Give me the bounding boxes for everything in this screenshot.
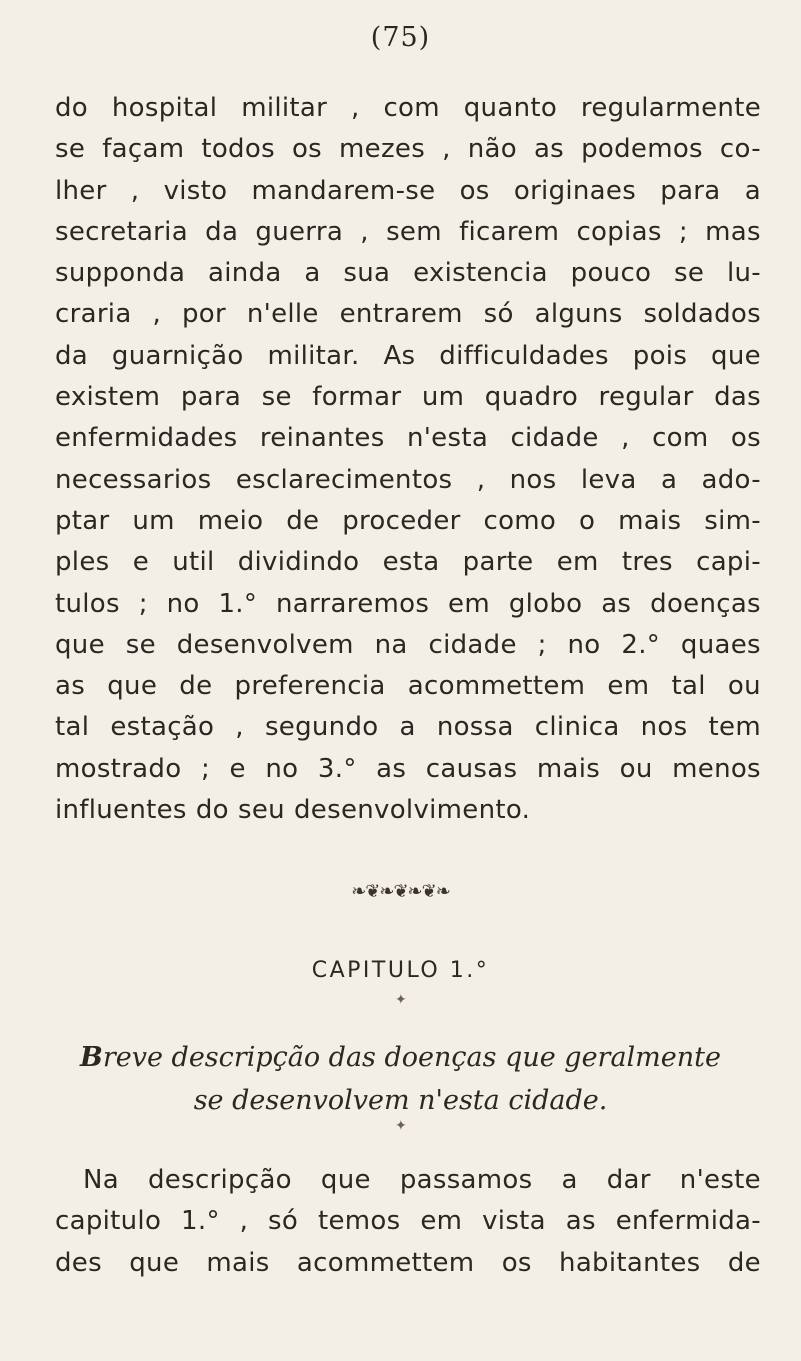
- word: não: [467, 134, 517, 165]
- word: tulos: [55, 588, 120, 619]
- word: ,: [360, 216, 369, 247]
- word: no: [567, 629, 601, 660]
- word: narraremos: [276, 588, 430, 619]
- word: no: [265, 753, 299, 784]
- text-line: [55, 253, 761, 294]
- word: guerra: [255, 216, 344, 247]
- text-line: [55, 336, 761, 377]
- word: só: [268, 1206, 299, 1237]
- word: ,: [152, 299, 162, 330]
- word: cidade: [510, 423, 599, 454]
- word: doenças: [650, 588, 761, 619]
- text-line: [55, 584, 761, 625]
- word: se: [55, 134, 86, 165]
- page-number: (75): [370, 22, 431, 53]
- word: e: [229, 753, 246, 784]
- word: ,: [476, 464, 486, 495]
- word: militar: [241, 93, 328, 123]
- word: formar: [312, 382, 402, 413]
- text-line: [55, 294, 761, 335]
- word: ples: [55, 547, 110, 578]
- word: ,: [442, 134, 451, 165]
- word: necessarios: [55, 464, 212, 495]
- word: util: [172, 547, 215, 578]
- word: n'elle: [246, 299, 319, 330]
- word: por: [181, 299, 226, 330]
- word: tal: [671, 671, 706, 702]
- word: habitantes: [559, 1247, 701, 1278]
- text-line: [55, 790, 761, 831]
- word: pouco: [570, 258, 652, 289]
- word: as: [533, 134, 565, 165]
- word: a: [399, 712, 416, 743]
- chapter-subtitle-initial: B: [80, 1042, 103, 1073]
- word: para: [660, 175, 721, 206]
- word: pois: [632, 340, 688, 371]
- word: esclarecimentos: [235, 464, 453, 495]
- word: meio: [197, 505, 264, 536]
- word: militar.: [267, 340, 360, 371]
- word: um: [421, 382, 465, 413]
- word: preferencia: [234, 671, 386, 702]
- word: como: [483, 505, 557, 536]
- text-line: [55, 88, 761, 129]
- word: do: [195, 795, 229, 826]
- word: mezes: [339, 134, 426, 165]
- word: esta: [382, 547, 440, 578]
- word: um: [132, 505, 175, 536]
- word: clinica: [534, 712, 620, 743]
- word: supponda: [55, 258, 186, 289]
- asterisk-mark-icon: ✦: [395, 992, 407, 1008]
- word: para: [180, 382, 242, 413]
- word: originaes: [513, 175, 637, 206]
- word: que: [107, 671, 158, 702]
- word: podemos: [581, 134, 703, 165]
- word: os: [501, 1247, 532, 1278]
- text-line: [55, 212, 761, 253]
- text-line: [55, 1243, 761, 1284]
- word: a: [561, 1165, 578, 1195]
- text-line: [55, 1201, 761, 1242]
- ornament-divider: ❧❦❧❦❧❦❧: [351, 881, 450, 902]
- word: de: [286, 505, 320, 536]
- word: ,: [621, 423, 630, 454]
- word: ficarem: [459, 216, 560, 247]
- word: em: [556, 547, 599, 578]
- word: lher: [55, 175, 107, 206]
- word: tem: [708, 712, 761, 743]
- word: vista: [482, 1206, 546, 1237]
- word: se: [125, 629, 156, 660]
- word: de: [727, 1247, 761, 1278]
- word: seu: [237, 795, 285, 826]
- word: cidade: [428, 629, 517, 660]
- word: ,: [350, 93, 360, 123]
- word: lu-: [726, 258, 761, 289]
- word: de: [179, 671, 213, 702]
- word: desenvolvimento.: [294, 795, 531, 826]
- chapter-heading: CAPITULO 1.°: [311, 958, 490, 983]
- text-line: [55, 666, 761, 707]
- word: sem: [386, 216, 442, 247]
- word: soldados: [643, 299, 761, 330]
- word: ;: [200, 753, 211, 784]
- word: ;: [678, 216, 688, 247]
- word: com: [652, 423, 709, 454]
- word: regularmente: [580, 93, 761, 123]
- word: todos: [201, 134, 275, 165]
- word: sim-: [704, 505, 761, 536]
- word: ,: [235, 712, 244, 743]
- word: dividindo: [237, 547, 360, 578]
- word: só: [483, 299, 514, 330]
- word: Na: [83, 1165, 119, 1195]
- word: a: [660, 464, 678, 495]
- word: globo: [508, 588, 583, 619]
- word: dar: [606, 1165, 651, 1195]
- word: quanto: [463, 93, 558, 123]
- word: as: [601, 588, 632, 619]
- word: nossa: [436, 712, 514, 743]
- word: 2.°: [621, 629, 661, 660]
- word: que: [711, 340, 761, 371]
- word: capitulo: [55, 1206, 162, 1237]
- word: menos: [672, 753, 761, 784]
- text-line: [55, 460, 761, 501]
- word: hospital: [111, 93, 218, 123]
- word: 1.°: [218, 588, 258, 619]
- word: com: [383, 93, 440, 123]
- word: ainda: [208, 258, 282, 289]
- word: que: [320, 1165, 371, 1195]
- word: tal: [55, 712, 90, 743]
- word: ;: [138, 588, 148, 619]
- word: mais: [536, 753, 601, 784]
- text-line: [55, 501, 761, 542]
- word: que: [55, 629, 105, 660]
- word: enfermidades: [55, 423, 238, 454]
- word: regular: [598, 382, 694, 413]
- word: e: [132, 547, 149, 578]
- word: reinantes: [259, 423, 385, 454]
- word: entrarem: [339, 299, 463, 330]
- word: os: [730, 423, 761, 454]
- word: proceder: [342, 505, 461, 536]
- text-line: [55, 418, 761, 459]
- word: copias: [576, 216, 662, 247]
- word: ou: [619, 753, 653, 784]
- text-line: [55, 129, 761, 170]
- word: ado-: [701, 464, 761, 495]
- word: visto: [163, 175, 228, 206]
- text-line: [55, 1160, 761, 1201]
- word: parte: [462, 547, 534, 578]
- word: das: [714, 382, 761, 413]
- word: do: [55, 93, 89, 123]
- word: alguns: [534, 299, 623, 330]
- paragraph-intro: [55, 88, 761, 831]
- word: que: [129, 1247, 180, 1278]
- word: a: [744, 175, 761, 206]
- word: quadro: [484, 382, 579, 413]
- word: mostrado: [55, 753, 182, 784]
- word: existencia: [413, 258, 548, 289]
- word: se: [261, 382, 292, 413]
- word: as: [55, 671, 86, 702]
- word: n'este: [679, 1165, 761, 1195]
- asterisk-mark-icon-2: ✦: [395, 1118, 407, 1134]
- word: mais: [206, 1247, 270, 1278]
- word: existem: [55, 382, 161, 413]
- word: ,: [130, 175, 140, 206]
- word: difficuldades: [439, 340, 609, 371]
- word: no: [166, 588, 200, 619]
- text-line: [55, 377, 761, 418]
- word: 3.°: [317, 753, 357, 784]
- text-line: [55, 542, 761, 583]
- word: sua: [343, 258, 391, 289]
- text-line: [55, 171, 761, 212]
- word: craria: [55, 299, 132, 330]
- word: a: [304, 258, 321, 289]
- word: estação: [110, 712, 215, 743]
- paragraph-chapter-one: [55, 1160, 761, 1284]
- word: n'esta: [406, 423, 489, 454]
- text-line: [55, 625, 761, 666]
- word: ou: [727, 671, 761, 702]
- word: nos: [509, 464, 557, 495]
- word: acommettem: [296, 1247, 475, 1278]
- word: secretaria: [55, 216, 188, 247]
- word: em: [607, 671, 650, 702]
- word: 1.°: [181, 1206, 220, 1237]
- chapter-subtitle-line-1: [0, 1036, 801, 1079]
- word: ,: [239, 1206, 249, 1237]
- chapter-subtitle: [0, 1036, 801, 1122]
- word: As: [383, 340, 416, 371]
- word: tres: [621, 547, 673, 578]
- word: segundo: [264, 712, 379, 743]
- text-line: [55, 707, 761, 748]
- word: capi-: [696, 547, 761, 578]
- word: passamos: [399, 1165, 533, 1195]
- word: quaes: [680, 629, 761, 660]
- word: acommettem: [407, 671, 586, 702]
- word: mas: [705, 216, 761, 247]
- word: as: [376, 753, 407, 784]
- word: enfermida-: [615, 1206, 761, 1237]
- word: nos: [640, 712, 688, 743]
- word: em: [448, 588, 490, 619]
- word: leva: [580, 464, 637, 495]
- word: temos: [317, 1206, 401, 1237]
- chapter-subtitle-line-2: se desenvolvem n'esta cidade.: [193, 1085, 608, 1116]
- word: na: [374, 629, 408, 660]
- word: guarnição: [111, 340, 244, 371]
- word: descripção: [148, 1165, 292, 1195]
- word: causas: [425, 753, 518, 784]
- word: se: [674, 258, 705, 289]
- word: da: [205, 216, 239, 247]
- word: desenvolvem: [176, 629, 354, 660]
- word: mandarem-se: [251, 175, 436, 206]
- word: o: [579, 505, 596, 536]
- chapter-subtitle-line-1-rest: reve descripção das doenças que geralmente: [102, 1042, 721, 1073]
- text-line: [55, 749, 761, 790]
- word: des: [55, 1247, 102, 1278]
- word: os: [459, 175, 490, 206]
- word: façam: [102, 134, 185, 165]
- word: ;: [537, 629, 547, 660]
- word: co-: [719, 134, 761, 165]
- word: influentes: [55, 795, 187, 826]
- word: em: [420, 1206, 463, 1237]
- word: os: [291, 134, 323, 165]
- word: da: [55, 340, 89, 371]
- word: as: [565, 1206, 596, 1237]
- word: mais: [618, 505, 682, 536]
- word: ptar: [55, 505, 110, 536]
